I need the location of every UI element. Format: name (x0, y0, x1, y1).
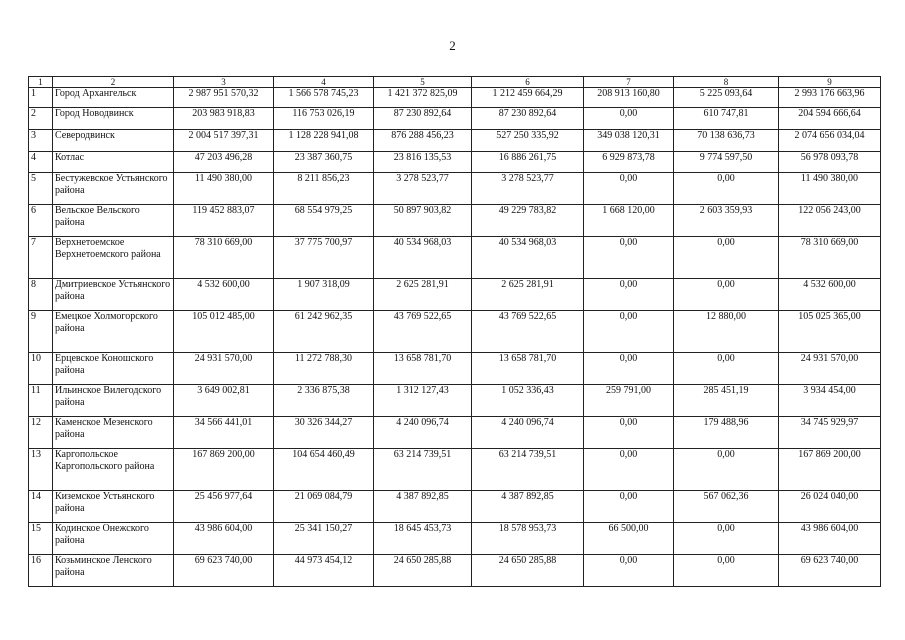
amount-cell: 69 623 740,00 (779, 555, 881, 587)
amount-cell: 2 625 281,91 (374, 279, 472, 311)
amount-cell: 3 934 454,00 (779, 385, 881, 417)
row-number: 14 (29, 491, 53, 523)
amount-cell: 18 645 453,73 (374, 523, 472, 555)
municipality-name: Город Новодвинск (53, 108, 174, 130)
column-number: 1 (29, 77, 53, 88)
amount-cell: 12 880,00 (674, 311, 779, 353)
amount-cell: 13 658 781,70 (374, 353, 472, 385)
amount-cell: 66 500,00 (584, 523, 674, 555)
amount-cell: 8 211 856,23 (274, 173, 374, 205)
row-number: 5 (29, 173, 53, 205)
amount-cell: 5 225 093,64 (674, 88, 779, 108)
amount-cell: 1 128 228 941,08 (274, 130, 374, 152)
amount-cell: 876 288 456,23 (374, 130, 472, 152)
municipality-name: Вельское Вельского района (53, 205, 174, 237)
amount-cell: 40 534 968,03 (472, 237, 584, 279)
amount-cell: 25 456 977,64 (174, 491, 274, 523)
municipality-name: Бестужевское Устьянского района (53, 173, 174, 205)
municipality-name: Дмитриевское Устьянского района (53, 279, 174, 311)
amount-cell: 21 069 084,79 (274, 491, 374, 523)
row-number: 10 (29, 353, 53, 385)
amount-cell: 4 532 600,00 (174, 279, 274, 311)
amount-cell: 34 745 929,97 (779, 417, 881, 449)
amount-cell: 25 341 150,27 (274, 523, 374, 555)
amount-cell: 204 594 666,64 (779, 108, 881, 130)
amount-cell: 40 534 968,03 (374, 237, 472, 279)
amount-cell: 37 775 700,97 (274, 237, 374, 279)
amount-cell: 0,00 (674, 449, 779, 491)
amount-cell: 11 272 788,30 (274, 353, 374, 385)
table-row (29, 237, 881, 279)
amount-cell: 78 310 669,00 (779, 237, 881, 279)
amount-cell: 2 603 359,93 (674, 205, 779, 237)
amount-cell: 104 654 460,49 (274, 449, 374, 491)
amount-cell: 56 978 093,78 (779, 152, 881, 173)
amount-cell: 0,00 (584, 555, 674, 587)
amount-cell: 23 816 135,53 (374, 152, 472, 173)
amount-cell: 70 138 636,73 (674, 130, 779, 152)
municipality-name: Город Архангельск (53, 88, 174, 108)
column-number: 5 (374, 77, 472, 88)
municipality-name: Северодвинск (53, 130, 174, 152)
amount-cell: 259 791,00 (584, 385, 674, 417)
table-row (29, 279, 881, 311)
amount-cell: 610 747,81 (674, 108, 779, 130)
table-row (29, 108, 881, 130)
table-row (29, 311, 881, 353)
amount-cell: 4 387 892,85 (472, 491, 584, 523)
amount-cell: 4 387 892,85 (374, 491, 472, 523)
amount-cell: 4 240 096,74 (472, 417, 584, 449)
amount-cell: 11 490 380,00 (779, 173, 881, 205)
row-number: 3 (29, 130, 53, 152)
amount-cell: 49 229 783,82 (472, 205, 584, 237)
table-row (29, 385, 881, 417)
amount-cell: 285 451,19 (674, 385, 779, 417)
amount-cell: 2 074 656 034,04 (779, 130, 881, 152)
amount-cell: 3 278 523,77 (374, 173, 472, 205)
amount-cell: 2 993 176 663,96 (779, 88, 881, 108)
amount-cell: 203 983 918,83 (174, 108, 274, 130)
row-number: 8 (29, 279, 53, 311)
row-number: 16 (29, 555, 53, 587)
amount-cell: 179 488,96 (674, 417, 779, 449)
amount-cell: 0,00 (674, 523, 779, 555)
row-number: 12 (29, 417, 53, 449)
amount-cell: 1 668 120,00 (584, 205, 674, 237)
amount-cell: 11 490 380,00 (174, 173, 274, 205)
row-number: 9 (29, 311, 53, 353)
row-number: 13 (29, 449, 53, 491)
municipality-name: Каргопольское Каргопольского района (53, 449, 174, 491)
municipality-name: Козьминское Ленского района (53, 555, 174, 587)
amount-cell: 9 774 597,50 (674, 152, 779, 173)
amount-cell: 2 004 517 397,31 (174, 130, 274, 152)
amount-cell: 63 214 739,51 (374, 449, 472, 491)
amount-cell: 16 886 261,75 (472, 152, 584, 173)
amount-cell: 0,00 (584, 491, 674, 523)
amount-cell: 1 052 336,43 (472, 385, 584, 417)
amount-cell: 78 310 669,00 (174, 237, 274, 279)
amount-cell: 4 240 096,74 (374, 417, 472, 449)
amount-cell: 43 986 604,00 (779, 523, 881, 555)
table-row (29, 353, 881, 385)
amount-cell: 24 931 570,00 (779, 353, 881, 385)
table-row (29, 491, 881, 523)
amount-cell: 167 869 200,00 (174, 449, 274, 491)
amount-cell: 0,00 (584, 108, 674, 130)
table-row (29, 417, 881, 449)
amount-cell: 18 578 953,73 (472, 523, 584, 555)
amount-cell: 0,00 (674, 237, 779, 279)
amount-cell: 0,00 (584, 353, 674, 385)
amount-cell: 119 452 883,07 (174, 205, 274, 237)
row-number: 11 (29, 385, 53, 417)
amount-cell: 0,00 (674, 279, 779, 311)
column-number: 3 (174, 77, 274, 88)
amount-cell: 349 038 120,31 (584, 130, 674, 152)
amount-cell: 47 203 496,28 (174, 152, 274, 173)
table-row (29, 555, 881, 587)
amount-cell: 567 062,36 (674, 491, 779, 523)
table-row (29, 173, 881, 205)
municipality-name: Емецкое Холмогорского района (53, 311, 174, 353)
amount-cell: 43 986 604,00 (174, 523, 274, 555)
amount-cell: 4 532 600,00 (779, 279, 881, 311)
amount-cell: 87 230 892,64 (472, 108, 584, 130)
amount-cell: 1 212 459 664,29 (472, 88, 584, 108)
amount-cell: 24 650 285,88 (374, 555, 472, 587)
row-number: 15 (29, 523, 53, 555)
row-number: 7 (29, 237, 53, 279)
municipality-name: Ильинское Вилегодского района (53, 385, 174, 417)
amount-cell: 3 278 523,77 (472, 173, 584, 205)
amount-cell: 2 625 281,91 (472, 279, 584, 311)
amount-cell: 1 907 318,09 (274, 279, 374, 311)
amount-cell: 167 869 200,00 (779, 449, 881, 491)
amount-cell: 1 421 372 825,09 (374, 88, 472, 108)
amount-cell: 26 024 040,00 (779, 491, 881, 523)
amount-cell: 61 242 962,35 (274, 311, 374, 353)
municipality-name: Котлас (53, 152, 174, 173)
amount-cell: 0,00 (674, 555, 779, 587)
amount-cell: 1 566 578 745,23 (274, 88, 374, 108)
amount-cell: 0,00 (674, 173, 779, 205)
table-row (29, 152, 881, 173)
row-number: 4 (29, 152, 53, 173)
column-number: 6 (472, 77, 584, 88)
amount-cell: 105 012 485,00 (174, 311, 274, 353)
table-row (29, 130, 881, 152)
municipality-name: Верхнетоемское Верхнетоемского района (53, 237, 174, 279)
column-number: 2 (53, 77, 174, 88)
municipality-name: Киземское Устьянского района (53, 491, 174, 523)
amount-cell: 34 566 441,01 (174, 417, 274, 449)
table-row (29, 88, 881, 108)
table-row (29, 449, 881, 491)
amount-cell: 122 056 243,00 (779, 205, 881, 237)
amount-cell: 30 326 344,27 (274, 417, 374, 449)
amount-cell: 0,00 (584, 449, 674, 491)
amount-cell: 44 973 454,12 (274, 555, 374, 587)
amount-cell: 0,00 (584, 417, 674, 449)
amount-cell: 43 769 522,65 (374, 311, 472, 353)
amount-cell: 0,00 (584, 279, 674, 311)
row-number: 1 (29, 88, 53, 108)
column-number: 7 (584, 77, 674, 88)
municipality-name: Ерцевское Коношского района (53, 353, 174, 385)
amount-cell: 43 769 522,65 (472, 311, 584, 353)
amount-cell: 24 931 570,00 (174, 353, 274, 385)
amount-cell: 13 658 781,70 (472, 353, 584, 385)
budget-table (28, 76, 881, 587)
row-number: 6 (29, 205, 53, 237)
table-row (29, 523, 881, 555)
amount-cell: 50 897 903,82 (374, 205, 472, 237)
amount-cell: 2 987 951 570,32 (174, 88, 274, 108)
table-body (29, 77, 881, 587)
amount-cell: 0,00 (584, 173, 674, 205)
column-number: 8 (674, 77, 779, 88)
amount-cell: 2 336 875,38 (274, 385, 374, 417)
amount-cell: 208 913 160,80 (584, 88, 674, 108)
amount-cell: 68 554 979,25 (274, 205, 374, 237)
amount-cell: 6 929 873,78 (584, 152, 674, 173)
column-number-row (29, 77, 881, 88)
row-number: 2 (29, 108, 53, 130)
table-row (29, 205, 881, 237)
amount-cell: 116 753 026,19 (274, 108, 374, 130)
amount-cell: 23 387 360,75 (274, 152, 374, 173)
amount-cell: 0,00 (584, 237, 674, 279)
amount-cell: 527 250 335,92 (472, 130, 584, 152)
column-number: 4 (274, 77, 374, 88)
municipality-name: Кодинское Онежского района (53, 523, 174, 555)
amount-cell: 0,00 (674, 353, 779, 385)
amount-cell: 3 649 002,81 (174, 385, 274, 417)
amount-cell: 69 623 740,00 (174, 555, 274, 587)
amount-cell: 24 650 285,88 (472, 555, 584, 587)
page-number: 2 (449, 38, 456, 53)
amount-cell: 87 230 892,64 (374, 108, 472, 130)
amount-cell: 0,00 (584, 311, 674, 353)
amount-cell: 63 214 739,51 (472, 449, 584, 491)
column-number: 9 (779, 77, 881, 88)
amount-cell: 1 312 127,43 (374, 385, 472, 417)
amount-cell: 105 025 365,00 (779, 311, 881, 353)
municipality-name: Каменское Мезенского района (53, 417, 174, 449)
